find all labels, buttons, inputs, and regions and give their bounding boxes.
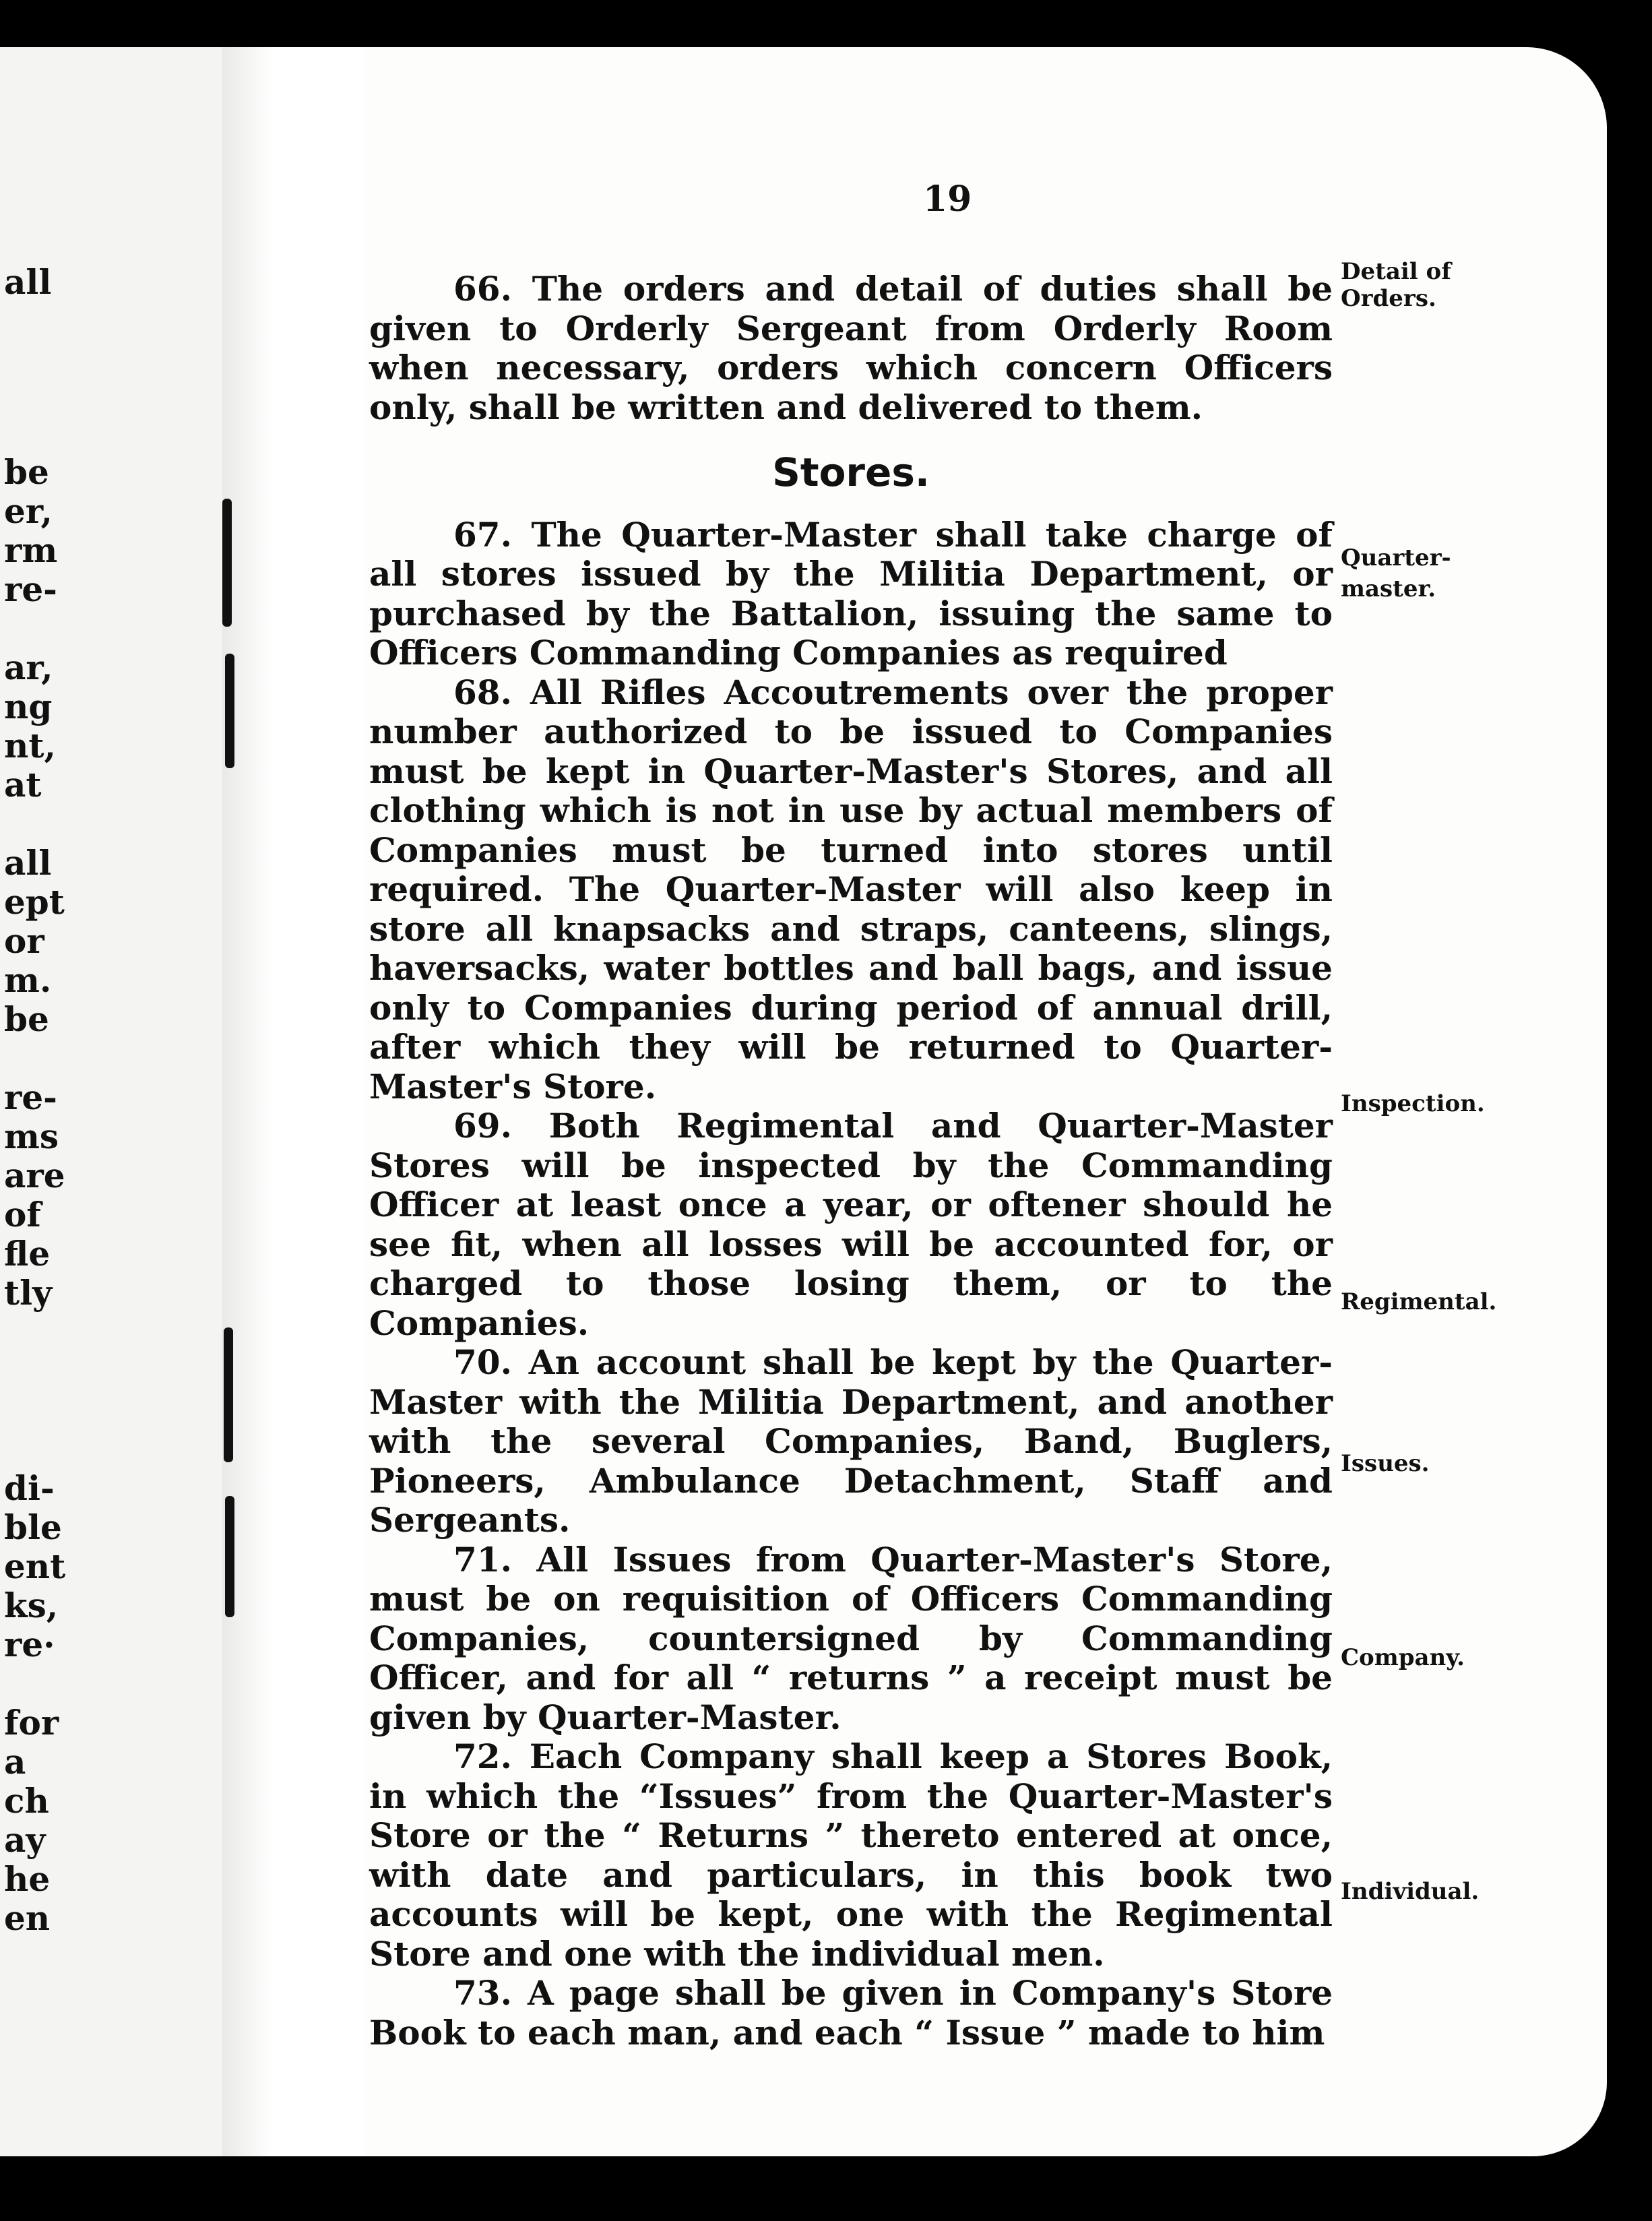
- margin-note-regimental: Regimental.: [1341, 1288, 1497, 1315]
- paragraph-70: 70. An account shall be kept by the Quarter-Master with the Militia Department, and another with the several Companies, Band, Buglers, Pioneers, Ambulance Detachment, Staff and Sergeants.: [369, 1342, 1333, 1540]
- page-text-fragment: nt,: [4, 726, 56, 765]
- page-text-fragment: ar,: [4, 648, 53, 687]
- margin-note-individual: Individual.: [1341, 1878, 1480, 1905]
- page-text-fragment: are: [4, 1156, 65, 1195]
- previous-page: [0, 47, 222, 2156]
- page-text-fragment: re-: [4, 569, 57, 609]
- book-gutter: [222, 47, 364, 2156]
- paragraph-68: 68. All Rifles Accoutrements over the proper number authorized to be issued to Companies must be kept in Quarter-Master's Stores, and all clothing which is not in use by actual members of Companies must be turned into stores until required. The Quarter-Master will also keep in store all knapsacks and straps, canteens, slings, haversacks, water bottles and ball bags, and issue only to Companies during period of annual drill, after which they will be returned to Quarter-Master's Store.: [369, 672, 1333, 1106]
- paragraph-69: 69. Both Regimental and Quarter-Master Stores will be inspected by the Commanding Officer at least once a year, or oftener should he see fit, when all losses will be accounted for, or charged to those losing them, or to the Companies.: [369, 1106, 1333, 1343]
- page-text-fragment: m.: [4, 960, 52, 1000]
- page-body: [369, 270, 1333, 2053]
- page-text-fragment: re-: [4, 1077, 57, 1117]
- page-text-fragment: di-: [4, 1468, 55, 1508]
- page-text-fragment: rm: [4, 530, 58, 570]
- page-text-fragment: ble: [4, 1507, 62, 1547]
- page-text-fragment: en: [4, 1898, 51, 1938]
- page-text-fragment: for: [4, 1703, 59, 1743]
- page-text-fragment: tly: [4, 1273, 53, 1313]
- margin-note-company: Company.: [1341, 1644, 1465, 1671]
- page-text-fragment: or: [4, 921, 44, 961]
- page-text-fragment: at: [4, 765, 42, 805]
- margin-note-issues: Issues.: [1341, 1450, 1430, 1477]
- page-text-fragment: all: [4, 843, 52, 883]
- page-text-fragment: ms: [4, 1117, 59, 1156]
- page-text-fragment: be: [4, 999, 49, 1039]
- margin-note-inspection: Inspection.: [1341, 1090, 1485, 1117]
- page-text-fragment: a: [4, 1742, 26, 1782]
- page-text-fragment: ay: [4, 1820, 46, 1860]
- page-text-fragment: ent: [4, 1546, 66, 1586]
- page-text-fragment: re·: [4, 1625, 55, 1664]
- page-text-fragment: ch: [4, 1781, 49, 1821]
- paragraph-67: 67. The Quarter-Master shall take charge of all stores issued by the Militia Department, or purchased by the Battalion, issuing the same to Officers Commanding Companies as required: [369, 514, 1333, 672]
- page-text-fragment: ept: [4, 882, 65, 922]
- margin-note-master: master.: [1341, 575, 1436, 602]
- page-text-fragment: of: [4, 1195, 41, 1234]
- binding-stitch: [225, 1496, 234, 1617]
- paragraph-71: 71. All Issues from Quarter-Master's Store, must be on requisition of Officers Commanding Companies, countersigned by Commanding Officer, and for all “ returns ” a receipt must be given by Quarter-Master.: [369, 1539, 1333, 1737]
- binding-stitch: [222, 499, 232, 627]
- paragraph-73: 73. A page shall be given in Company's Store Book to each man, and each “ Issue ” made to him: [369, 1973, 1333, 2053]
- binding-stitch: [224, 1327, 233, 1462]
- section-heading: Stores.: [772, 449, 930, 495]
- page-text-fragment: ks,: [4, 1586, 59, 1625]
- paragraph-66: 66. The orders and detail of duties shall be given to Orderly Sergeant from Orderly Room when necessary, orders which concern Officers only, shall be written and delivered to them.: [369, 269, 1333, 427]
- margin-note-orders: Orders.: [1341, 285, 1436, 312]
- page-text-fragment: fle: [4, 1234, 51, 1274]
- page-text-fragment: he: [4, 1859, 51, 1899]
- page-text-fragment: ng: [4, 687, 53, 726]
- margin-note-detail-of: Detail of: [1341, 258, 1451, 285]
- page-text-fragment: all: [4, 262, 52, 302]
- page-number: 19: [923, 179, 972, 220]
- binding-stitch: [225, 654, 234, 768]
- page-text-fragment: be: [4, 452, 49, 492]
- paragraph-72: 72. Each Company shall keep a Stores Book, in which the “Issues” from the Quarter-Master's Store or the “ Returns ” thereto entered at once, with date and particulars, in this book two accounts will be kept, one with the Regimental Store and one with the individual men.: [369, 1737, 1333, 1974]
- margin-note-quarter: Quarter-: [1341, 544, 1451, 571]
- page-text-fragment: er,: [4, 491, 53, 531]
